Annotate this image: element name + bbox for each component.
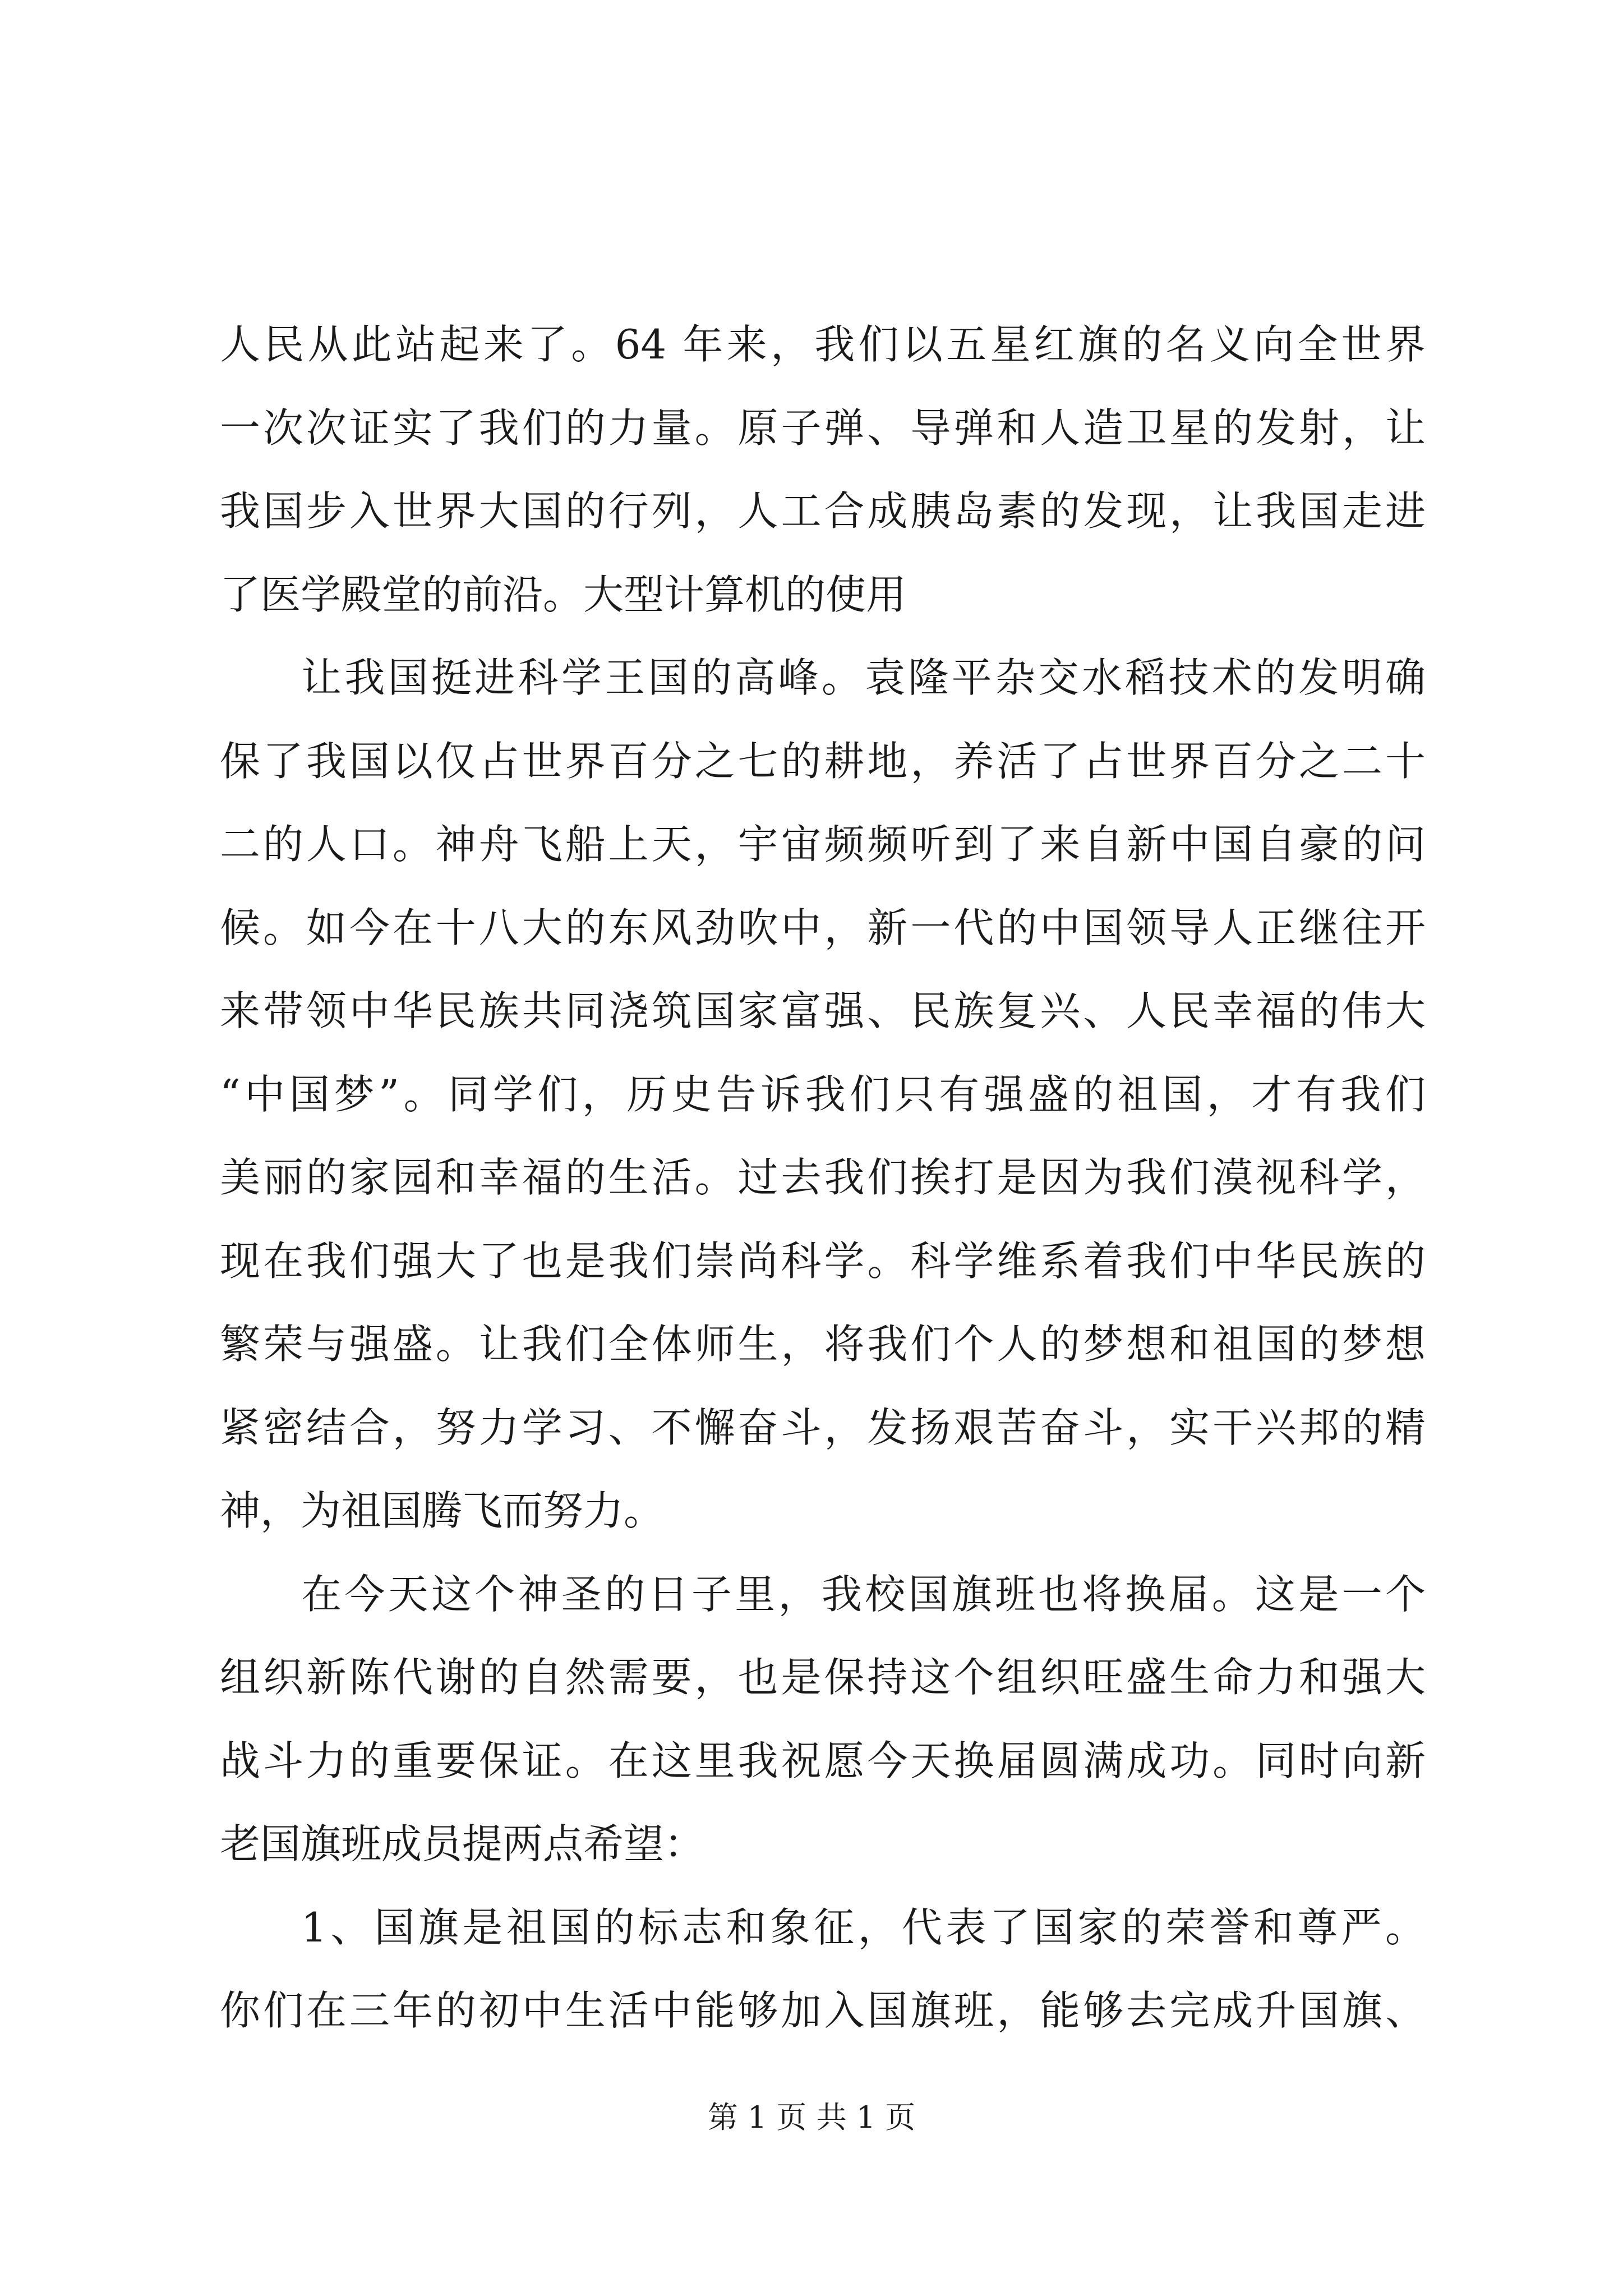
paragraph-line: 美丽的家园和幸福的生活。过去我们挨打是因为我们漠视科学， (220, 1154, 1426, 1201)
paragraph-line: 战斗力的重要保证。在这里我祝愿今天换届圆满成功。同时向新 (220, 1737, 1426, 1784)
paragraph-line: 来带领中华民族共同浇筑国家富强、民族复兴、人民幸福的伟大 (220, 987, 1426, 1034)
paragraph-line: 我国步入世界大国的行列，人工合成胰岛素的发现，让我国走进 (220, 487, 1426, 535)
paragraph-line: 繁荣与强盛。让我们全体师生，将我们个人的梦想和祖国的梦想 (220, 1320, 1426, 1368)
paragraph-line: 在今天这个神圣的日子里，我校国旗班也将换届。这是一个 (301, 1570, 1426, 1618)
paragraph-line: 紧密结合，努力学习、不懈奋斗，发扬艰苦奋斗，实干兴邦的精 (220, 1404, 1426, 1451)
page-footer: 第 1 页 共 1 页 (707, 2100, 916, 2135)
document-body (220, 303, 1426, 2053)
paragraph-line: 老国旗班成员提两点希望： (220, 1820, 705, 1867)
paragraph-line: 神，为祖国腾飞而努力。 (220, 1487, 665, 1534)
paragraph (220, 636, 1426, 1553)
paragraph-line: 保了我国以仅占世界百分之七的耕地，养活了占世界百分之二十 (220, 737, 1426, 785)
paragraph (220, 1886, 1426, 2053)
paragraph-line: 人民从此站起来了。64 年来，我们以五星红旗的名义向全世界 (220, 321, 1426, 368)
paragraph-line: 1、国旗是祖国的标志和象征，代表了国家的荣誉和尊严。 (301, 1903, 1426, 1951)
paragraph-line: 了医学殿堂的前沿。大型计算机的使用 (220, 570, 907, 618)
paragraph-line: 让我国挺进科学王国的高峰。袁隆平杂交水稻技术的发明确 (301, 654, 1426, 701)
paragraph (220, 1553, 1426, 1886)
paragraph (220, 303, 1426, 636)
paragraph-line: 你们在三年的初中生活中能够加入国旗班，能够去完成升国旗、 (220, 1987, 1426, 2034)
paragraph-line: 现在我们强大了也是我们崇尚科学。科学维系着我们中华民族的 (220, 1237, 1426, 1285)
paragraph-line: 候。如今在十八大的东风劲吹中，新一代的中国领导人正继往开 (220, 904, 1426, 951)
paragraph-line: 二的人口。神舟飞船上天，宇宙频频听到了来自新中国自豪的问 (220, 821, 1426, 868)
paragraph-line: 组织新陈代谢的自然需要，也是保持这个组织旺盛生命力和强大 (220, 1654, 1426, 1701)
paragraph-line: 一次次证实了我们的力量。原子弹、导弹和人造卫星的发射，让 (220, 404, 1426, 452)
paragraph-line: “中国梦”。同学们，历史告诉我们只有强盛的祖国，才有我们 (220, 1070, 1426, 1118)
